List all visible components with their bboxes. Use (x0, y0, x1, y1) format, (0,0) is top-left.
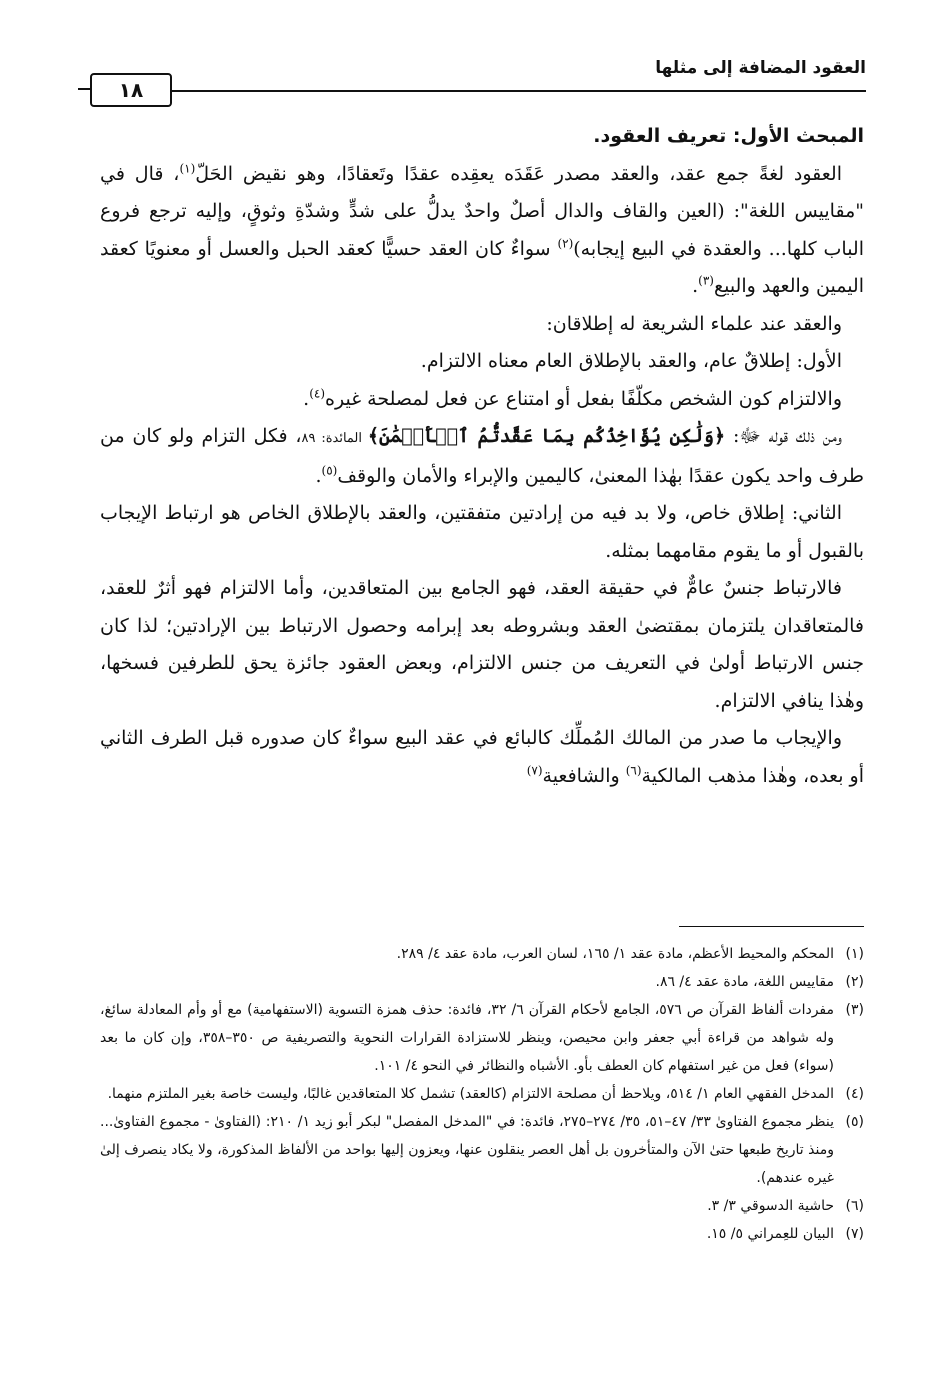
text-run: . (315, 464, 322, 487)
footnote-text: مفردات ألفاظ القرآن ص ٥٧٦، الجامع لأحكام القرآن ٦/ ٣٢، فائدة: حذف همزة التسوية (الاستفهامية) مع أو وأم المعادلة سائغ، وله شواهد من قراءة أبي جعفر وابن محيصن، وينظر للاستزادة القرارات النحوية والتصريفية ص ٣٥٠–٣٥٨، وإن كان ما بعد (سواء) فعل من غير استفهام كان العطف بأو. الأشباه والنظائر في النحو ٤/ ١٠١. (100, 1002, 834, 1074)
footnote-text: المدخل الفقهي العام ١/ ٥١٤، ويلاحظ أن مصلحة الالتزام (كالعقد) تشمل كلا المتعاقدين غالبًا، وليست خاصة بغير الملتزم منهما. (107, 1086, 834, 1102)
text-run: . (303, 387, 310, 410)
text-run: ومن ذلك قوله ﷻ: (725, 425, 842, 447)
running-title: العقود المضافة إلى مثلها (655, 58, 866, 78)
footnote-text: البيان للعِمراني ٥/ ١٥. (706, 1226, 834, 1242)
paragraph-linkage: فالارتباط جنسٌ عامٌّ في حقيقة العقد، فهو الجامع بين المتعاقدين، وأما الالتزام فهو أثرٌ للعقد، فالمتعاقدان يلتزمان بمقتضىٰ العقد وبشروطه بعد إبرامه وحصول الارتباط بين الإرادتين؛ لذا كان جنس الارتباط أولىٰ في التعريف من جنس الالتزام، وبعض العقود جائزة يحق للطرفين فسخها، وهٰذا ينافي الالتزام. (100, 577, 864, 712)
paragraph-second-meaning: الثاني: إطلاق خاص، ولا بد فيه من إرادتين متفقتين، والعقد بالإطلاق الخاص هو ارتباط الإيجاب بالقبول أو ما يقوم مقامهما بمثله. (100, 502, 864, 562)
page-number-tick (78, 88, 90, 90)
footnote-number: (٢) (845, 974, 864, 990)
footnote-text: المحكم والمحيط الأعظم، مادة عقد ١/ ١٦٥، لسان العرب، مادة عقد ٤/ ٢٨٩. (396, 946, 834, 962)
footnote-number: (٦) (845, 1198, 864, 1214)
footnote-number: (٤) (845, 1086, 864, 1102)
footnote-text: مقاييس اللغة، مادة عقد ٤/ ٨٦. (655, 974, 834, 990)
footnote-text: ينظر مجموع الفتاوىٰ ٣٣/ ٤٧–٥١، ٣٥/ ٢٧٤–٢٧٥، فائدة: في "المدخل المفصل" لبكر أبو زيد ١/ ٢١٠: (الفتاوىٰ - مجموع الفتاوىٰ... ومنذ تاريخ طبعها حتىٰ الآن والمتأخرون بل أهل العصر ينقلون عنها، ويعزون إليها بواحد من الألفاظ المذكورة، ولا يكاد ينصرف إلىٰ غيره عندهم). (100, 1114, 834, 1186)
footnote (100, 1192, 864, 1220)
footnote-ref-2[interactable]: (٢) (557, 236, 574, 251)
footnote-text: حاشية الدسوقي ٣/ ٣. (707, 1198, 834, 1214)
paragraph-first-meaning: الأول: إطلاقٌ عام، والعقد بالإطلاق العام معناه الالتزام. (420, 350, 842, 372)
paragraph-obligation (100, 381, 864, 419)
paragraph-offer (100, 720, 864, 795)
footnote (100, 940, 864, 968)
text-run: ، قال في "مقاييس اللغة": (العين والقاف والدال أصلٌ واحدٌ يدلُّ على شدٍّ وشدّةِ وثوقٍ، وإليه ترجع فروع الباب كلها... والعقدة في البيع إيجابه) (100, 162, 864, 260)
text-run: والشافعية (542, 764, 626, 787)
footnote (100, 996, 864, 1080)
text-run: والإيجاب ما صدر من المالك المُملِّك كالبائع في عقد البيع سواءٌ كان صدوره قبل الطرف الثاني أو بعده، وهٰذا مذهب المالكية (100, 727, 864, 787)
footnote-ref-4[interactable]: (٤) (309, 386, 326, 401)
footnote-ref-3[interactable]: (٣) (698, 273, 714, 288)
text-run: . (692, 275, 699, 297)
footnote-number: (٣) (845, 1002, 864, 1018)
footnote-ref-1[interactable]: (١) (179, 161, 196, 176)
text-run: سواءٌ كان العقد حسيًّا كعقد الحبل والعسل أو معنويًا كعقد اليمين والعهد والبيع (100, 237, 864, 297)
page-number: ١٨ (90, 73, 172, 107)
section-heading: المبحث الأول: تعريف العقود. (593, 125, 864, 147)
footnote (100, 968, 864, 996)
text-run: والالتزام كون الشخص مكلّفًا بفعل أو امتناع عن فعل لمصلحة غيره (325, 387, 842, 410)
footnote-number: (١) (845, 946, 864, 962)
footnote (100, 1080, 864, 1108)
quran-verse: ﴿وَلَٰكِن يُؤَاخِذُكُم بِمَا عَقَّدتُّمُ ٱلۡأَيۡمَٰنَ﴾ (367, 425, 726, 447)
footnote (100, 1220, 864, 1248)
paragraph-definition (100, 156, 864, 306)
footnote (100, 1108, 864, 1192)
footnote-ref-6[interactable]: (٦) (625, 763, 642, 778)
text-run: العقود لغةً جمع عقد، والعقد مصدر عَقَدَه يعقِده عقدًا وتَعقادًا، وهو نقيض الحَلّ (195, 162, 843, 185)
footnotes (100, 940, 864, 1248)
footnote-ref-5[interactable]: (٥) (321, 463, 338, 478)
footnote-number: (٧) (845, 1226, 864, 1242)
text-run: ، فكل التزام ولو كان من طرف واحد يكون عقدًا بهٰذا المعنىٰ، كاليمين والإبراء والأمان والوقف (100, 425, 864, 487)
footnote-separator (679, 926, 864, 927)
page-header (86, 58, 866, 88)
footnote-ref-7[interactable]: (٧) (526, 763, 543, 778)
footnote-number: (٥) (845, 1114, 864, 1130)
quran-citation: المائدة: ٨٩ (301, 431, 368, 446)
paragraph-quran (100, 418, 864, 495)
main-text (100, 118, 864, 795)
paragraph-two-meanings: والعقد عند علماء الشريعة له إطلاقان: (546, 312, 842, 335)
header-rule (90, 90, 866, 92)
